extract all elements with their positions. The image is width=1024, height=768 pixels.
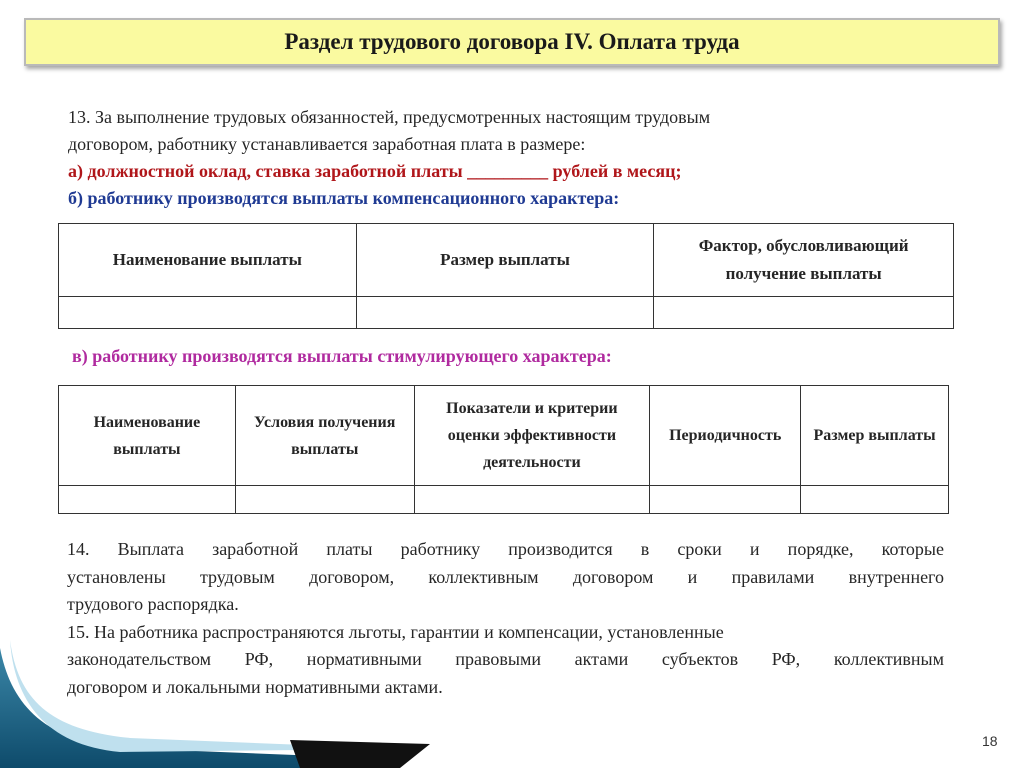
section-13-line-2: договором, работнику устанавливается заработная плата в размере: (68, 134, 586, 154)
table-cell-empty[interactable] (59, 486, 236, 514)
table-header-cell: Периодичность (650, 386, 801, 486)
incentive-table (58, 385, 949, 514)
table-header-cell: Размер выплаты (356, 224, 654, 297)
table-header-cell: Показатели и критерии оценки эффективности деятельности (414, 386, 650, 486)
slide-title: Раздел трудового договора IV. Оплата труда (24, 18, 1000, 66)
table-header-cell: Размер выплаты (801, 386, 949, 486)
table-header-cell: Наименование выплаты (59, 386, 236, 486)
item-a-salary: а) должностной оклад, ставка заработной платы _________ рублей в месяц; (68, 161, 682, 181)
table-header-row (59, 224, 954, 297)
item-b-compensation: б) работнику производятся выплаты компенсационного характера: (68, 188, 620, 208)
table-row (59, 486, 949, 514)
table-cell-empty[interactable] (59, 297, 357, 329)
table-cell-empty[interactable] (654, 297, 954, 329)
table-header-cell: Наименование выплаты (59, 224, 357, 297)
table-cell-empty[interactable] (650, 486, 801, 514)
table-cell-empty[interactable] (414, 486, 650, 514)
table-header-row (59, 386, 949, 486)
table-cell-empty[interactable] (356, 297, 654, 329)
section-15-line-1: 15. На работника распространяются льготы, гарантии и компенсации, установленные (67, 621, 724, 642)
section-15-line-3: договором и локальными нормативными актами. (67, 676, 443, 697)
section-14-line-1: 14. Выплата заработной платы работнику производится в сроки и порядке, которые (67, 539, 944, 559)
section-14-line-2: установлены трудовым договором, коллективным договором и правилами внутреннего (67, 566, 944, 587)
section-13-line-1: 13. За выполнение трудовых обязанностей, предусмотренных настоящим трудовым (68, 107, 711, 127)
compensation-table (58, 223, 954, 329)
corner-swoosh-black (290, 740, 430, 768)
sections-14-15 (67, 536, 944, 701)
table-header-cell: Условия получения выплаты (235, 386, 414, 486)
section-15-line-2: законодательством РФ, нормативными правовыми актами субъектов РФ, коллективным (67, 649, 944, 669)
section-14-line-3: трудового распорядка. (67, 594, 239, 614)
table-row (59, 297, 954, 329)
section-13 (68, 104, 958, 212)
table-header-cell: Фактор, обусловливающий получение выплаты (654, 224, 954, 297)
item-v-incentive: в) работнику производятся выплаты стимулирующего характера: (72, 346, 612, 366)
table-cell-empty[interactable] (235, 486, 414, 514)
table-cell-empty[interactable] (801, 486, 949, 514)
page-number: 18 (982, 733, 998, 749)
